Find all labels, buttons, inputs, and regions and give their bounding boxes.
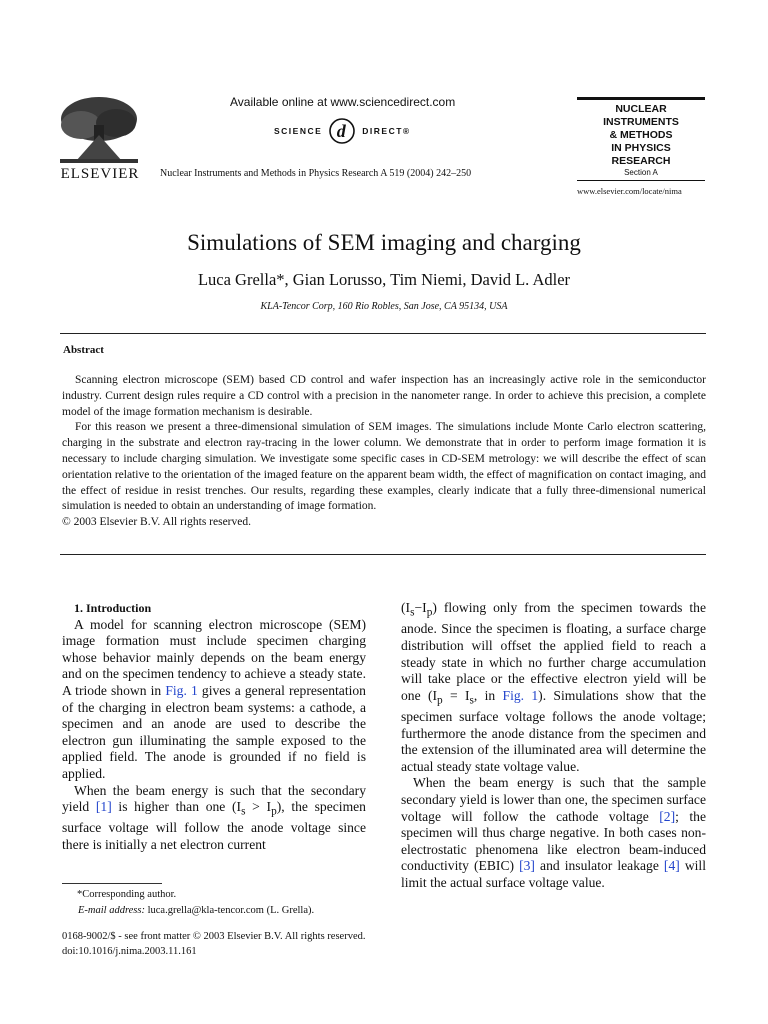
top-divider: [60, 333, 706, 334]
left-column: [62, 600, 366, 854]
journal-title-lines: NUCLEAR INSTRUMENTS & METHODS IN PHYSICS RESEARCH: [603, 103, 679, 167]
abstract-body: [62, 373, 706, 531]
journal-url[interactable]: www.elsevier.com/locate/nima: [577, 186, 682, 196]
abstract-divider: [60, 554, 706, 555]
sciencedirect-right-text: DIRECT®: [362, 126, 411, 136]
footnote-divider: [62, 883, 162, 884]
publisher-wordmark: ELSEVIER: [60, 166, 140, 182]
svg-text:d: d: [337, 121, 348, 141]
section-heading: 1. Introduction: [74, 601, 152, 615]
body-paragraph: $(I_s-I_p)$ flowing only from the specimen towards the anode. Since the specimen is floating, a surface charge distribution will offset the applied field to reach a steady state in which no further charge accumulation will take place or the effective electron yield will be one ($I_p = I_s$, in Fig. 1). Simulations show that the specimen surface voltage follows the anode voltage; furthermore the anode distance from the specimen and the extension of the illuminated area will determine the actual steady state voltage value.: [401, 600, 706, 774]
right-column: [401, 600, 706, 892]
abstract-heading: Abstract: [63, 344, 104, 356]
sciencedirect-logo: [274, 117, 411, 145]
corresponding-author-note: *Corresponding author.: [77, 889, 177, 900]
reference-link[interactable]: [1]: [95, 799, 112, 815]
journal-title-box: [577, 97, 705, 181]
front-matter-line: 0168-9002/$ - see front matter © 2003 Elsevier B.V. All rights reserved.: [62, 931, 366, 942]
available-online-text[interactable]: Available online at www.sciencedirect.com: [230, 95, 456, 109]
doi-line[interactable]: doi:10.1016/j.nima.2003.11.161: [62, 946, 197, 957]
figure-link[interactable]: Fig. 1: [502, 687, 539, 703]
body-paragraph: When the beam energy is such that the secondary yield [1] is higher than one $(I_s > I_p)$, the specimen surface voltage will follow the anode voltage since there is initially a net electron current: [62, 782, 366, 853]
reference-link[interactable]: [2]: [659, 808, 676, 824]
article-title: Simulations of SEM imaging and charging: [187, 230, 581, 255]
sciencedirect-d-icon: [328, 117, 356, 145]
body-paragraph: A model for scanning electron microscope (SEM) image formation must include specimen charging whose behavior mainly depends on the beam energy and on the specimen tendency to achieve a steady state. A triode shown in Fig. 1 gives a general representation of the charging in electron beam systems: a cathode, a specimen and an anode are used to describe the electron gun illuminating the sample exposed to the applied field. The anode is grounded if no field is applied.: [62, 616, 366, 781]
reference-link[interactable]: [4]: [663, 858, 680, 874]
sciencedirect-left-text: SCIENCE: [274, 126, 323, 136]
reference-link[interactable]: [3]: [519, 858, 535, 874]
abstract-paragraph: Scanning electron microscope (SEM) based CD control and wafer inspection has an increasingly active role in the semiconductor industry. Current design rules require a CD control with a precision in the nanometer range. In order to achieve this precision, a complete model of the image formation mechanism is desirable.: [62, 374, 706, 418]
body-paragraph: When the beam energy is such that the sample secondary yield is lower than one, the specimen surface voltage will follow the cathode voltage [2]; the specimen will thus charge negative. In both cases non-electrostatic phenomena like electron beam-induced conductivity (EBIC) [3] and insulator leakage [4] will limit the actual surface voltage value.: [401, 775, 706, 890]
email-address[interactable]: luca.grella@kla-tencor.com (L. Grella).: [144, 905, 315, 916]
abstract-copyright: © 2003 Elsevier B.V. All rights reserved.: [62, 516, 251, 529]
author-affiliation: KLA-Tencor Corp, 160 Rio Robles, San Jose, CA 95134, USA: [260, 301, 508, 312]
journal-reference: Nuclear Instruments and Methods in Physics Research A 519 (2004) 242–250: [160, 168, 472, 179]
figure-link[interactable]: Fig. 1: [165, 682, 198, 698]
journal-section: Section A: [624, 168, 658, 177]
article-authors: Luca Grella*, Gian Lorusso, Tim Niemi, David L. Adler: [197, 270, 571, 289]
email-note: E-mail address: luca.grella@kla-tencor.com (L. Grella).: [78, 905, 315, 916]
abstract-paragraph: For this reason we present a three-dimensional simulation of SEM images. The simulations include Monte Carlo electron scattering, charging in the substrate and electron ray-tracing in the lower column. We demonstrate that in order to perform image formation it is necessary to include charging simulation. We investigate some specific cases in CD-SEM metrology: we will describe the effect of scan orientation relative to the orientation of the imaged feature on the apparent beam width, the effect of magnification on contact imaging, and the effect of residue in resist trenches. Our results, regarding these examples, clearly indicate that a fully three-dimensional numerical simulation is needed to obtain an understanding of image formation.: [62, 421, 706, 513]
